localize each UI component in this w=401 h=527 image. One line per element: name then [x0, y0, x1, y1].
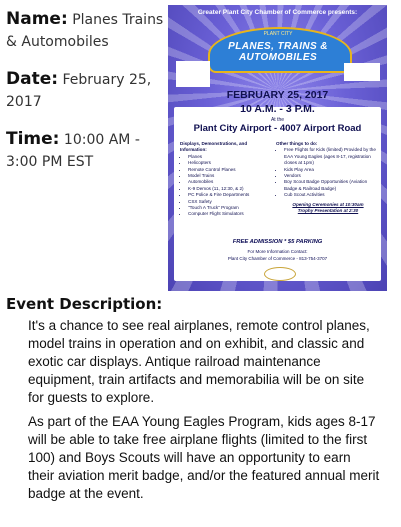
list-item: • Planes [188, 154, 272, 160]
name-label: Name: [6, 9, 68, 29]
list-item: • "Touch A Truck" Program [188, 205, 272, 211]
flyer-hours: 10 A.M. - 3 P.M. [240, 103, 315, 115]
name-value: Planes Trains & Automobiles [6, 12, 164, 50]
flyer-logo-top: PLANT CITY [263, 31, 293, 37]
list-item: • Computer Flight Simulators [188, 211, 272, 217]
list-item: • Free Flights for Kids (limited) Provided by the EAA Young Eagles (ages 8-17, registration closes at 1pm) [284, 147, 380, 166]
sponsor-logo-left [176, 61, 210, 87]
flyer-logo-text: PLANES, TRAINS & AUTOMOBILES [228, 41, 328, 63]
list-item: • Kids Play Area [284, 167, 380, 173]
time-value: 10:00 AM - 3:00 PM EST [6, 132, 140, 170]
flyer-admission: FREE ADMISSION * $5 PARKING [232, 239, 323, 245]
flyer-at: At the [270, 117, 285, 123]
list-item: • Model Trains [188, 173, 272, 179]
event-date [6, 68, 166, 113]
flyer-left-column [180, 141, 272, 218]
list-item: • CSX Safety [188, 199, 272, 205]
sponsor-logo-right [344, 63, 380, 81]
event-flyer-image[interactable] [168, 5, 387, 291]
description-label: Event Description: [6, 295, 163, 313]
description-paragraph-1: It's a chance to see real airplanes, remote control planes, model trains in operation and on exhibit, and classic and exotic car displays. Antique railroad maintenance equipment, train artifacts and memorabilia will be on site for guests to explore. [28, 318, 370, 405]
flyer-chamber-text: Greater Plant City Chamber of Commerce presents: [197, 9, 358, 16]
list-item: • Remote Control Planes [188, 167, 272, 173]
time-label: Time: [6, 129, 60, 149]
list-item: • K-9 Demos (11, 12:30, & 2) [188, 186, 272, 192]
left-heading: Displays, Demonstrations, and Information: [180, 141, 248, 153]
flyer-right-column [276, 141, 380, 214]
right-heading: Other things to do: [276, 141, 318, 146]
trophy-presentation: Trophy Presentation at 2:30 [297, 208, 359, 214]
list-item: • Helicopters [188, 160, 272, 166]
flyer-contact-info: Plant City Chamber of Commerce - 813-754-3707 [227, 256, 328, 261]
chamber-logo [264, 267, 296, 281]
date-value: February 25, 2017 [6, 72, 152, 110]
flyer-venue: Plant City Airport - 4007 Airport Road [193, 123, 362, 134]
flyer-date: FEBRUARY 25, 2017 [226, 89, 329, 101]
list-item: • Cub Scout Activities [284, 192, 380, 198]
description-paragraph-2: As part of the EAA Young Eagles Program, kids ages 8-17 will be able to take free airplane flights (limited to the first 100) and Boys Scouts will have an opportunity to earn their aviation merit badge, and/or the featured annual merit badge at the event. [28, 414, 380, 501]
date-label: Date: [6, 69, 59, 89]
list-item: • PC Police & Fire Departments [188, 192, 272, 198]
opening-ceremonies: Opening Ceremonies at 10:30am [292, 201, 364, 207]
list-item: • Boy Scout Badge Opportunities (Aviation Badge & Railroad Badge) [284, 179, 380, 192]
event-name [6, 8, 166, 53]
list-item: • Automobiles [188, 179, 272, 185]
flyer-contact-label: For More Information Contact: [247, 249, 308, 254]
list-item: • Vendors [284, 173, 380, 179]
event-time [6, 128, 166, 173]
